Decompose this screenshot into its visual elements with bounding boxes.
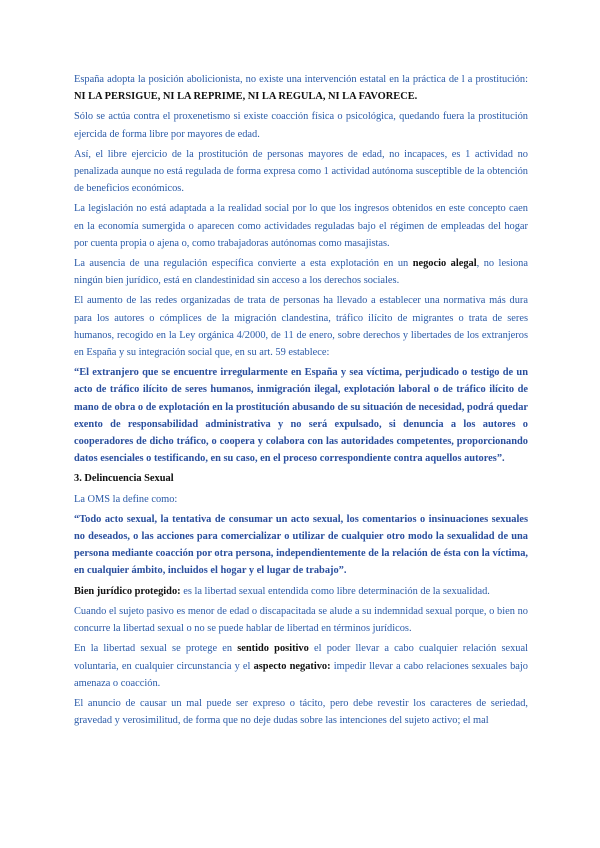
paragraph-text: En la libertad sexual se protege en <box>74 643 238 655</box>
paragraph-text: el poder llevar a cabo cualquier relación sexual voluntaria, en cualquier circunstancia y el <box>74 643 529 672</box>
paragraph-libre-ejercicio: Así, el libre ejercicio de la prostitución de personas mayores de edad, no incapaces, es 1 actividad no penalizada aunque no está regulada de forma expresa como 1 actividad autónoma susceptible de la obtención de beneficios económicos. <box>74 148 528 195</box>
paragraph-legislacion: La legislación no está adaptada a la realidad social por lo que los ingresos obtenidos en este concepto caen en la economía sumergida o aparecen como actividades reguladas bajo el régimen de empleadas del hogar por cuenta propia o ajena o, como trabajadoras autónomas como masajistas. <box>74 203 528 249</box>
bold-phrase: aspecto negativo: <box>253 660 331 672</box>
paragraph-oms: La OMS la define como: <box>74 493 178 505</box>
document-body <box>74 71 528 732</box>
paragraph-regulacion <box>74 255 528 289</box>
quote-oms-definition: “Todo acto sexual, la tentativa de consumar un acto sexual, los comentarios o insinuaciones sexuales no deseados, o las acciones para comercializar o utilizar de cualquier otro modo la sexualidad de una persona mediante coacción por otra persona, independientemente de la relación de ésta con la víctima, en cualquier ámbito, incluidos el hogar y el lugar de trabajo”. <box>74 513 528 577</box>
paragraph-bien-juridico <box>74 583 528 600</box>
quote-art-59: “El extranjero que se encuentre irregularmente en España y sea víctima, perjudicado o testigo de un acto de tráfico ilícito de seres humanos, inmigración ilegal, explotación laboral o de tráfico ilícito de mano de obra o de explotación en la prostitución abusando de su situación de necesidad, podrá quedar exento de responsabilidad administrativa y no será expulsado, si denuncia a los autores o cooperadores de dicho tráfico, o coopera y colabora con las autoridades competentes, proporcionando datos esenciales o testificando, en su caso, en el proceso correspondiente contra aquellos autores”. <box>74 367 528 465</box>
paragraph-text: España adopta la posición abolicionista, no existe una intervención estatal en la práctica de l a prostitución: <box>74 74 528 85</box>
section-heading: 3. Delincuencia Sexual <box>74 473 174 485</box>
paragraph-abolicionista <box>74 71 528 105</box>
paragraph-text: La ausencia de una regulación específica convierte a esta explotación en un <box>74 258 413 270</box>
paragraph-text: es la libertad sexual entendida como libre determinación de la sexualidad. <box>180 585 490 597</box>
paragraph-proxenetismo: Sólo se actúa contra el proxenetismo si existe coacción física o psicológica, quedando fuera la prostitución ejercida de forma libre por mayores de edad. <box>74 111 528 140</box>
paragraph-libertad-sexual <box>74 640 528 692</box>
bold-phrase: negocio alegal <box>412 258 477 270</box>
paragraph-anuncio-mal: El anuncio de causar un mal puede ser expreso o tácito, pero debe revestir los caracteres de seriedad, gravedad y verosimilitud, de forma que no deje dudas sobre las intenciones del sujeto activo; el mal <box>74 697 528 727</box>
paragraph-text: impedir llevar a cabo relaciones sexuales bajo amenaza o coacción. <box>74 660 529 689</box>
paragraph-redes-trata: El aumento de las redes organizadas de trata de personas ha llevado a establecer una normativa más dura para los autores o cómplices de la migración clandestina, tráfico ilícito de migrantes o trata de seres humanos, recogido en la Ley orgánica 4/2000, de 11 de enero, sobre derechos y libertades de los extranjeros en España y su integración social que, en su art. 59 establece: <box>74 295 528 359</box>
bold-phrase: Bien jurídico protegido: <box>74 585 181 597</box>
paragraph-text: , no lesiona ningún bien jurídico, está en clandestinidad sin acceso a los derechos sociales. <box>74 258 528 287</box>
paragraph-indemnidad: Cuando el sujeto pasivo es menor de edad o discapacitada se alude a su indemnidad sexual porque, o bien no concurre la libertad sexual o no se puede hablar de libertad en términos jurídicos. <box>74 605 528 635</box>
bold-phrase: sentido positivo <box>237 643 309 655</box>
bold-phrase: NI LA PERSIGUE, NI LA REPRIME, NI LA REGULA, NI LA FAVORECE. <box>74 91 418 103</box>
